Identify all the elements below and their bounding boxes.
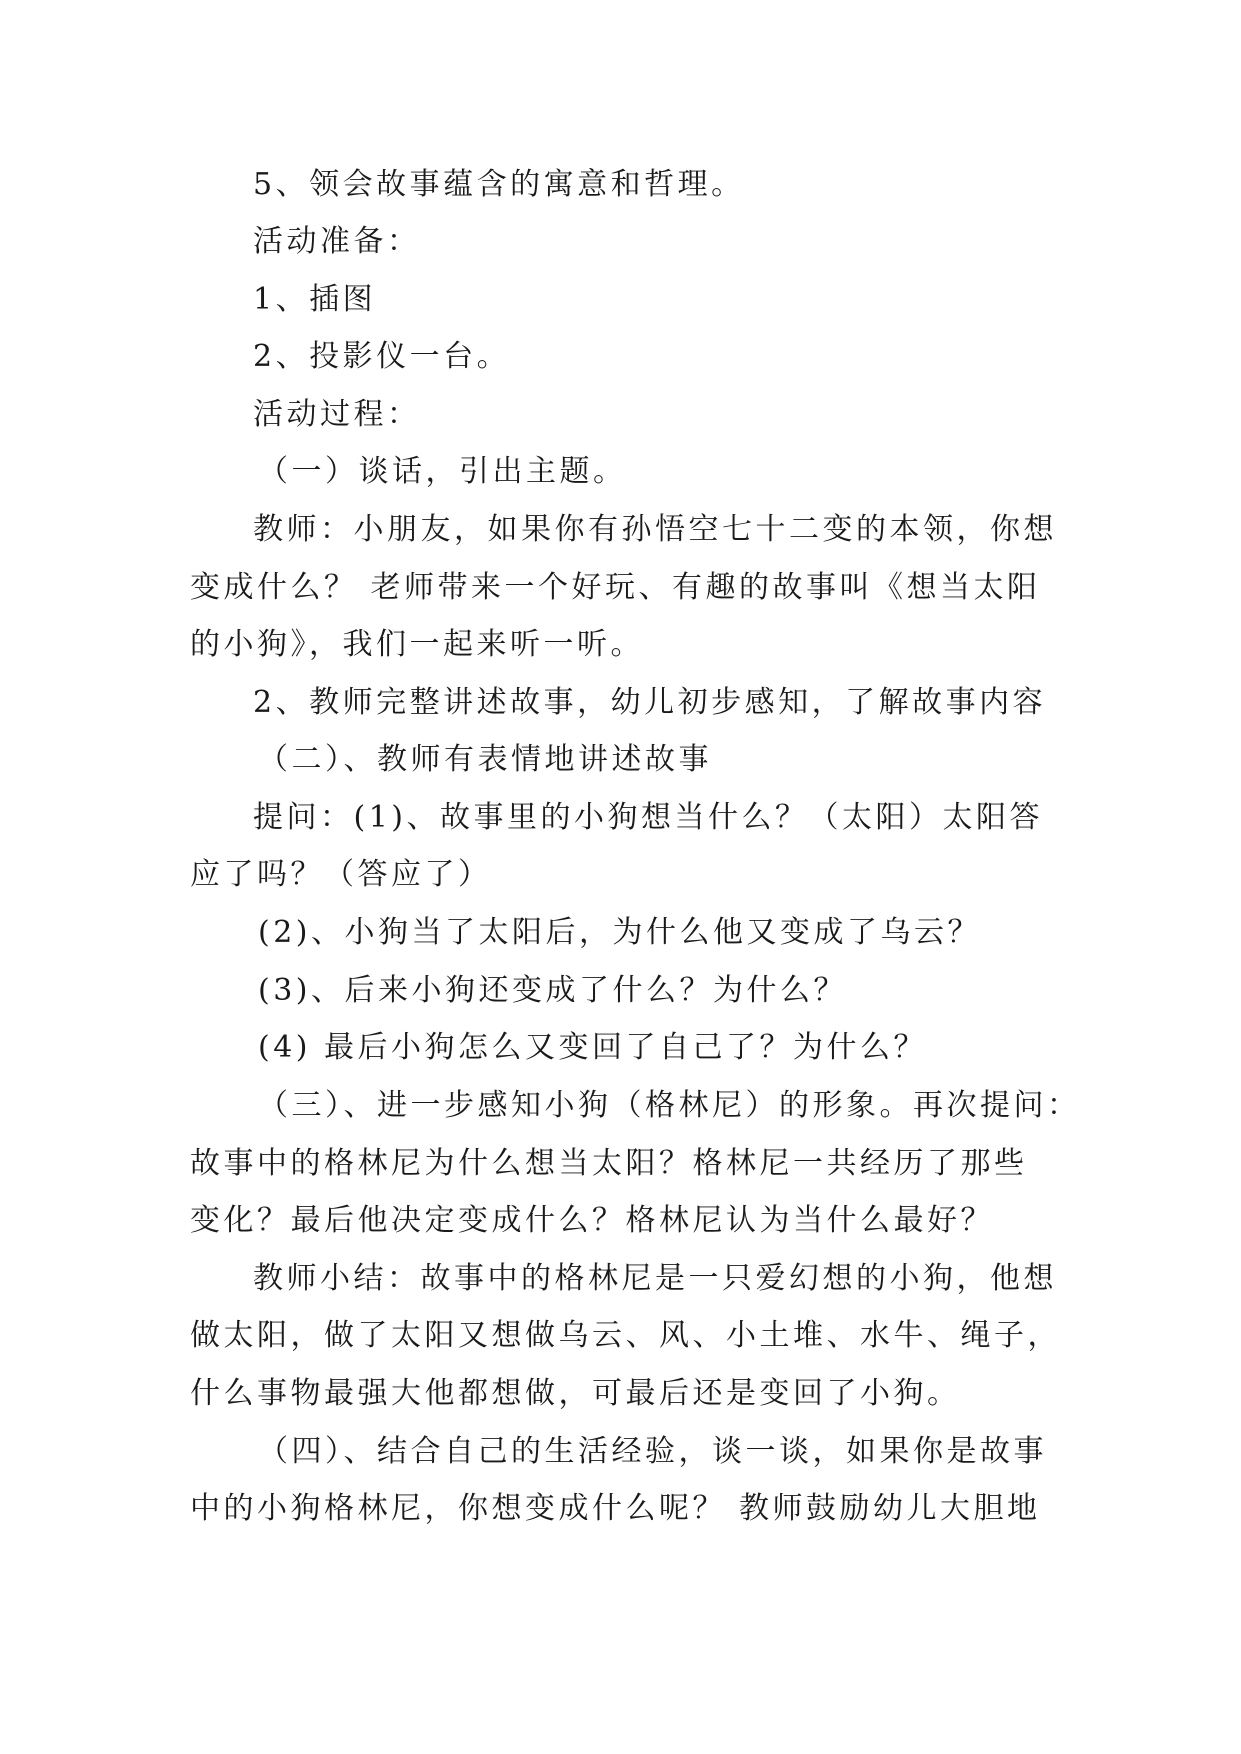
text-line: 1、插图 [253,282,377,317]
text-line: 的小狗》，我们一起来听一听。 [190,627,644,662]
text-line: （三）、进一步感知小狗（格林尼）的形象。再次提问： [258,1088,1081,1123]
text-line: 提问：(1)、故事里的小狗想当什么？（太阳）太阳答 [253,800,1043,835]
text-line: 2、教师完整讲述故事，幼儿初步感知，了解故事内容 [253,685,1047,720]
text-line: 变成什么？ 老师带来一个好玩、有趣的故事叫《想当太阳 [190,570,1041,605]
text-line: （一）谈话，引出主题。 [258,454,627,489]
text-line: 5、领会故事蕴含的寓意和哲理。 [253,167,745,202]
text-line: 中的小狗格林尼，你想变成什么呢？ 教师鼓励幼儿大胆地 [190,1491,1041,1526]
text-line: 2、投影仪一台。 [253,339,511,374]
text-line: 什么事物最强大他都想做，可最后还是变回了小狗。 [190,1376,961,1411]
text-line: 活动准备： [253,224,421,259]
text-line: 教师小结：故事中的格林尼是一只爱幻想的小狗，他想 [253,1261,1057,1296]
text-line: (4) 最后小狗怎么又变回了自己了？为什么？ [258,1030,928,1065]
text-line: 应了吗？（答应了） [190,857,492,892]
text-line: (2)、小狗当了太阳后，为什么他又变成了乌云？ [258,915,981,950]
text-line: (3)、后来小狗还变成了什么？为什么？ [258,973,847,1008]
text-line: 做太阳，做了太阳又想做乌云、风、小土堆、水牛、绳子， [190,1318,1061,1353]
text-line: （四）、结合自己的生活经验，谈一谈，如果你是故事 [258,1434,1047,1469]
text-line: 故事中的格林尼为什么想当太阳？格林尼一共经历了那些 [190,1146,1028,1181]
text-line: 变化？最后他决定变成什么？格林尼认为当什么最好？ [190,1203,994,1238]
text-line: 活动过程： [253,397,421,432]
text-line: 教师：小朋友，如果你有孙悟空七十二变的本领，你想 [253,512,1057,547]
text-line: （二）、教师有表情地讲述故事 [258,742,712,777]
